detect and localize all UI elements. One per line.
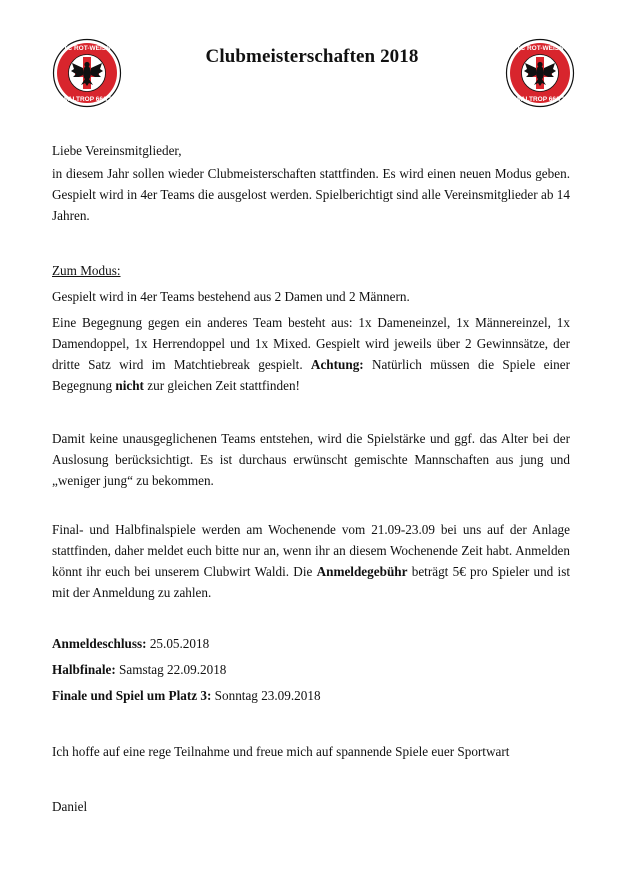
finals-text-a: Final- und Halbfinalspiele werden am Wochenende vom 21.09-23.09 bei uns auf der Anlage stattfinden, daher meldet euch bitte nur an, wenn ihr an diesem Wochenende Zeit habt. Anmelden könnt ihr euch bei unserem Clubwirt Waldi. Die (52, 522, 570, 579)
fee-label: Anmeldegebühr (316, 564, 408, 579)
balance-text: Damit keine unausgeglichenen Teams entstehen, wird die Spielstärke und ggf. das Alter bei der Auslosung berücksichtigt. Es ist durchaus erwünscht gemischte Mannschaften aus jung und „weniger jung“ zu bekommen. (52, 431, 570, 488)
emphasis-nicht: nicht (115, 378, 144, 393)
signature-text: Daniel (52, 799, 88, 814)
closing-line (52, 741, 570, 762)
greeting (52, 140, 570, 161)
modus-text-b: Natürlich müssen die Spiele einer Begegnung (52, 357, 570, 393)
modus-text-c: zur gleichen Zeit stattfinden! (143, 378, 300, 393)
modus-line-text: Gespielt wird in 4er Teams bestehend aus 2 Damen und 2 Männern. (52, 289, 410, 304)
svg-text:TC ROT-WEISS: TC ROT-WEISS (516, 45, 564, 52)
closing-text: Ich hoffe auf eine rege Teilnahme und freue mich auf spannende Spiele euer Sportwart (52, 744, 510, 759)
finals-text-b: beträgt 5€ pro Spieler und ist mit der Anmeldung zu zahlen. (52, 564, 570, 600)
date-deadline (52, 633, 570, 654)
signature (52, 796, 570, 817)
modus-line (52, 286, 570, 307)
modus-heading-text: Zum Modus: (52, 263, 121, 278)
finals-text (52, 519, 570, 603)
date-label: Finale und Spiel um Platz 3: (52, 688, 212, 703)
greeting-text: Liebe Vereinsmitglieder, (52, 143, 182, 158)
intro-paragraph (52, 163, 570, 226)
date-value: Sonntag 23.09.2018 (211, 688, 321, 703)
finals-paragraph (52, 519, 570, 603)
balance-paragraph (52, 428, 570, 491)
date-label: Halbfinale: (52, 662, 116, 677)
svg-text:TC ROT-WEISS: TC ROT-WEISS (63, 45, 111, 52)
date-value: 25.05.2018 (146, 636, 210, 651)
intro-text: in diesem Jahr sollen wieder Clubmeisterschaften stattfinden. Es wird einen neuen Modus geben. Gespielt wird in 4er Teams die ausgelost werden. Spielberichtigt sind alle Vereinsmitglieder ab 14 Jahren. (52, 166, 570, 223)
date-final (52, 685, 570, 706)
modus-paragraph (52, 312, 570, 396)
svg-text:WALTROP 66/72: WALTROP 66/72 (62, 96, 112, 103)
date-semifinal (52, 659, 570, 680)
modus-text-a: Eine Begegnung gegen ein anderes Team besteht aus: 1x Dameneinzel, 1x Männereinzel, 1x Damendoppel, 1x Herrendoppel und 1x Mixed. Gespielt wird jeweils über 2 Gewinnsätze, der dritte Satz wird im Matchtiebreak gespielt. (52, 315, 570, 372)
page-title: Clubmeisterschaften 2018 (205, 46, 419, 67)
date-label: Anmeldeschluss: (52, 636, 147, 651)
svg-text:WALTROP 66/72: WALTROP 66/72 (515, 96, 565, 103)
date-value: Samstag 22.09.2018 (115, 662, 227, 677)
attention-label: Achtung: (310, 357, 364, 372)
modus-heading (52, 260, 570, 281)
modus-paragraph-text (52, 312, 570, 396)
